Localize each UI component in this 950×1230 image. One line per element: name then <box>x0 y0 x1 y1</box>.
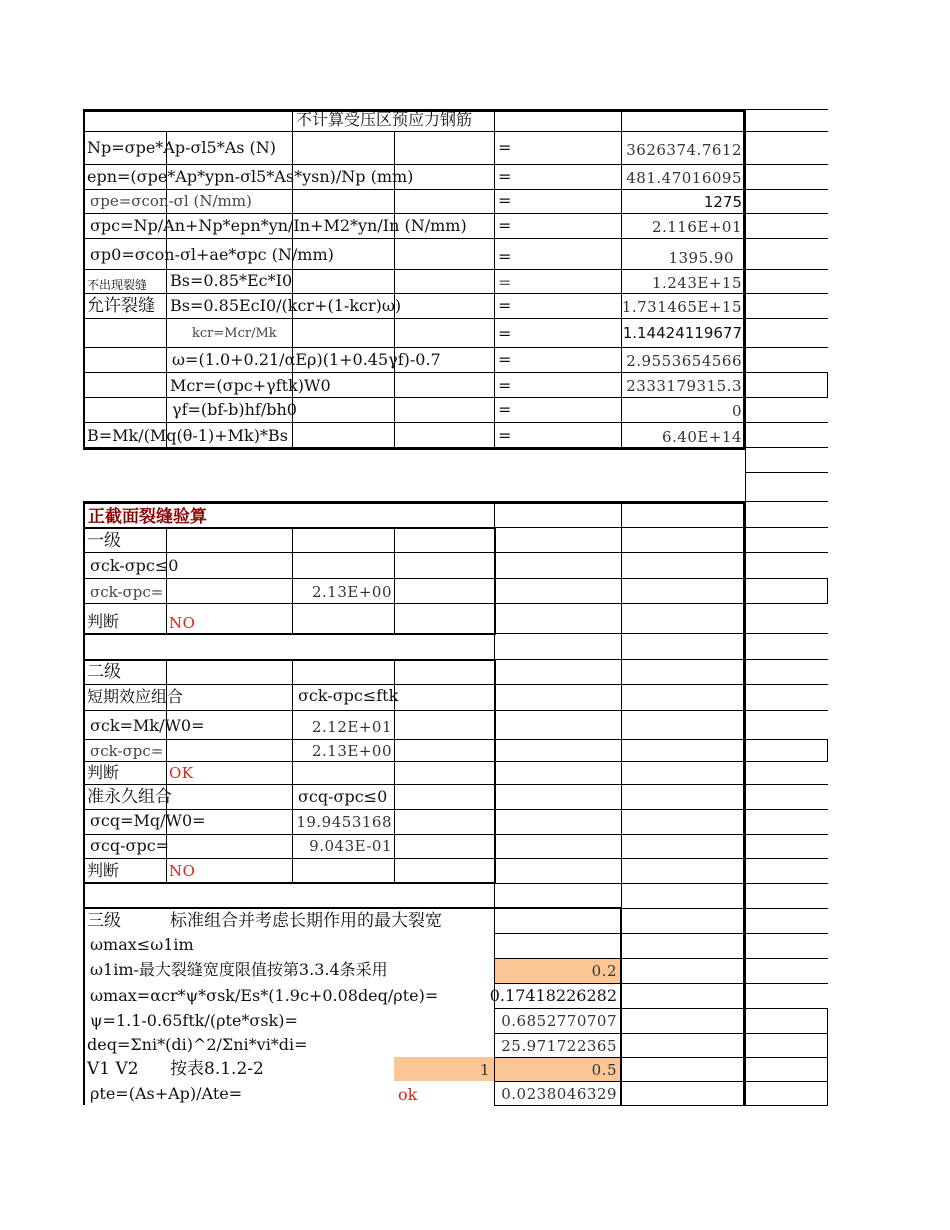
judge2: NO <box>169 862 196 880</box>
level1-heading: 一级 <box>87 531 121 551</box>
quasi-label: 准永久组合 <box>87 787 172 807</box>
sp0-value: 1395.90 <box>668 249 734 267</box>
rho-check: ok <box>398 1085 418 1104</box>
eq-sign: = <box>498 350 512 369</box>
rho-value: 0.0238046329 <box>501 1085 617 1103</box>
allow-crack-label: 允许裂缝 <box>87 296 155 316</box>
v-label: V1 V2 <box>87 1059 139 1079</box>
sck-label: σck=Mk/W0= <box>90 716 205 735</box>
diff-label: σck-σpc= <box>90 742 164 760</box>
crack-check-title: 正截面裂缝验算 <box>88 507 207 527</box>
spc-value: 2.116E+01 <box>651 218 742 236</box>
spe-label: σpe=σcon-σl (N/mm) <box>90 192 252 210</box>
gammaf-value: 0 <box>731 402 742 420</box>
deq-value: 25.971722365 <box>501 1037 617 1055</box>
v2-value: 0.5 <box>591 1061 617 1079</box>
judge2-label: 判断 <box>87 861 120 880</box>
sp0-label: σp0=σcon-σl+ae*σpc (N/mm) <box>90 245 334 264</box>
level1-condition: σck-σpc≤0 <box>90 556 179 575</box>
eq-sign: = <box>498 167 512 186</box>
limit-label: ω1im-最大裂缝宽度限值按第3.3.4条采用 <box>90 960 388 979</box>
eq-sign: = <box>498 191 512 210</box>
bs2-value: 1.731465E+15 <box>621 298 742 316</box>
wmax-label: ωmax=αcr*ψ*σsk/Es*(1.9c+0.08deq/ρte)= <box>90 986 439 1005</box>
diff2-label: σcq-σpc= <box>90 836 170 855</box>
kcr-value: 1.14424119677 <box>622 324 742 342</box>
level3-heading: 三级 <box>87 911 121 931</box>
epn-value: 481.47016095 <box>626 169 742 187</box>
bs2-label: Bs=0.85EcI0/(kcr+(1-kcr)ω) <box>170 296 402 315</box>
b-label: B=Mk/(Mq(θ-1)+Mk)*Bs <box>87 426 288 445</box>
eq-sign: = <box>498 273 512 292</box>
epn-label: epn=(σpe*Ap*ypn-σl5*As*ysn)/Np (mm) <box>87 167 414 186</box>
gammaf-label: γf=(bf-b)hf/bh0 <box>172 400 297 419</box>
level3-subtitle: 标准组合并考虑长期作用的最大裂宽 <box>170 911 442 931</box>
level1-calc-value: 2.13E+00 <box>311 583 392 601</box>
level2-heading: 二级 <box>87 662 121 682</box>
eq-sign: = <box>498 247 512 266</box>
bs1-value: 1.243E+15 <box>651 274 742 292</box>
psi-label: ψ=1.1-0.65ftk/(ρte*σsk)= <box>90 1011 298 1030</box>
level1-calc-label: σck-σpc= <box>90 583 164 601</box>
eq-sign: = <box>498 324 512 343</box>
eq-sign: = <box>498 216 512 235</box>
np-value: 3626374.7612 <box>626 141 742 159</box>
eq-sign: = <box>498 400 512 419</box>
level1-judge: NO <box>169 614 196 632</box>
diff2-value: 9.043E-01 <box>309 837 392 855</box>
spe-value: 1275 <box>703 193 742 211</box>
quasi-condition: σcq-σpc≤0 <box>298 787 388 806</box>
judge1-label: 判断 <box>87 763 120 782</box>
v1-value: 1 <box>479 1061 490 1079</box>
rho-label: ρte=(As+Ap)/Ate= <box>90 1084 243 1103</box>
diff-value: 2.13E+00 <box>311 742 392 760</box>
wmax-value: 0.17418226282 <box>489 986 617 1005</box>
omega-value: 2.9553654566 <box>626 352 742 370</box>
level3-condition: ωmax≤ω1im <box>90 935 194 954</box>
eq-sign: = <box>498 296 512 315</box>
short-term-label: 短期效应组合 <box>87 687 184 706</box>
no-crack-label: 不出现裂缝 <box>87 278 148 292</box>
eq-sign: = <box>498 138 512 157</box>
psi-value: 0.6852770707 <box>501 1012 617 1030</box>
bs1-label: Bs=0.85*Ec*I0 <box>170 271 293 290</box>
omega-label: ω=(1.0+0.21/αEρ)(1+0.45γf)-0.7 <box>172 350 441 369</box>
eq-sign: = <box>498 426 512 445</box>
v-table-ref: 按表8.1.2-2 <box>170 1059 264 1079</box>
np-label: Np=σpe*Ap-σl5*As (N) <box>87 138 277 157</box>
eq-sign: = <box>498 376 512 395</box>
limit-value: 0.2 <box>591 962 617 980</box>
judge1: OK <box>169 764 194 782</box>
level1-judge-label: 判断 <box>87 612 120 631</box>
sck-value: 2.12E+01 <box>311 718 392 736</box>
mcr-value: 2333179315.3 <box>626 377 742 395</box>
b-value: 6.40E+14 <box>661 428 742 446</box>
spc-label: σpc=Np/An+Np*epn*yn/In+M2*yn/In (N/mm) <box>90 216 467 235</box>
scq-value: 19.9453168 <box>296 813 392 831</box>
short-term-condition: σck-σpc≤ftk <box>298 686 399 705</box>
table1-title: 不计算受压区预应力钢筋 <box>296 110 473 129</box>
scq-label: σcq=Mq/W0= <box>90 811 206 830</box>
deq-label: deq=Σni*(di)^2/Σni*vi*di= <box>87 1035 308 1054</box>
kcr-label: kcr=Mcr/Mk <box>192 326 277 341</box>
mcr-label: Mcr=(σpc+γftk)W0 <box>170 376 331 395</box>
